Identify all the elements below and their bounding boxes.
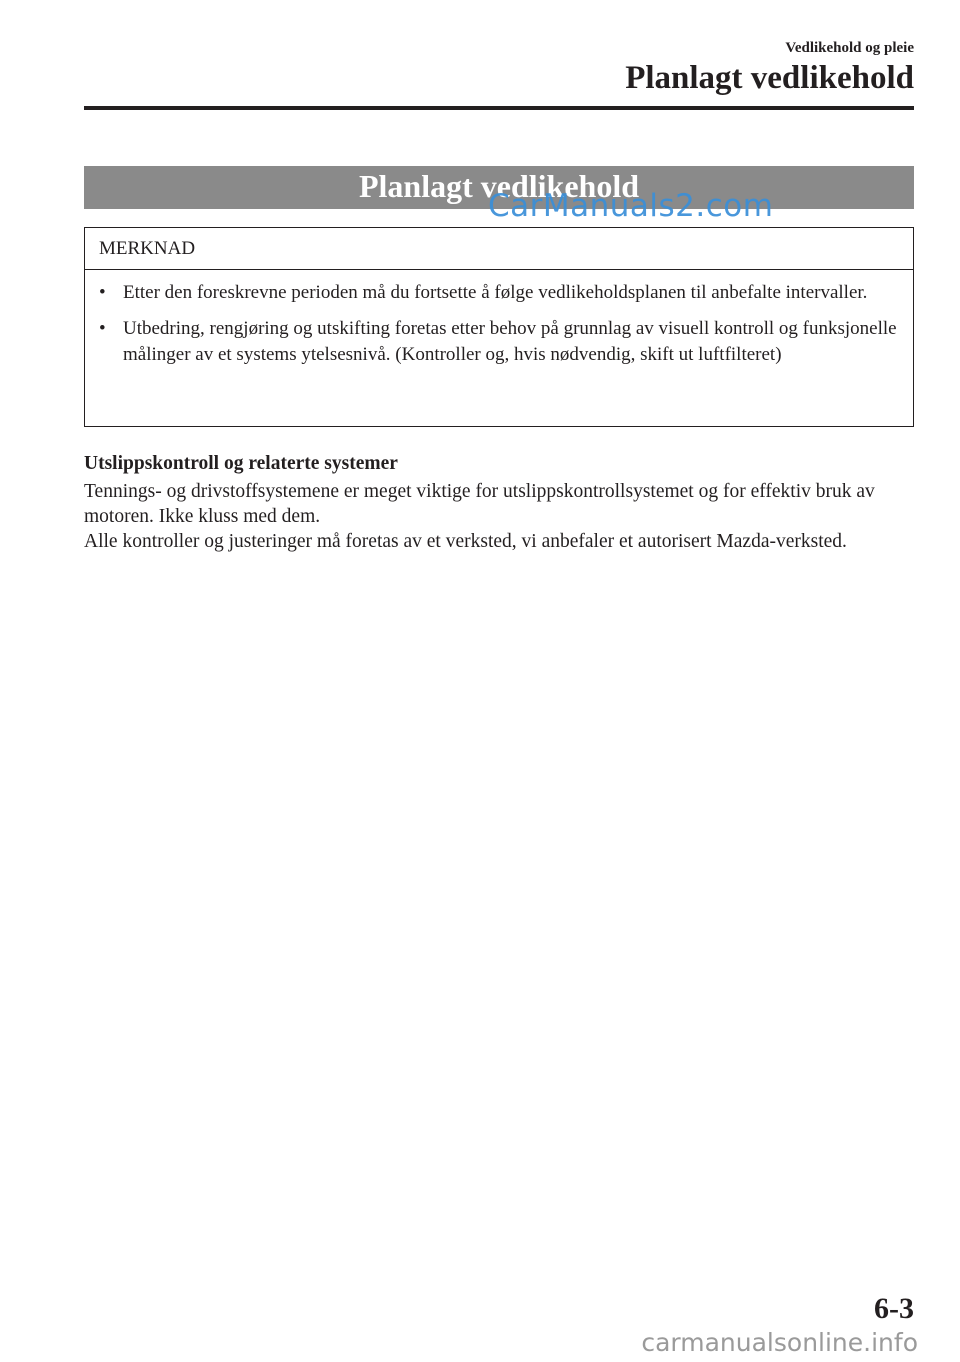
bullet-icon: •: [99, 282, 106, 303]
footer-watermark: carmanualsonline.info: [641, 1328, 918, 1357]
note-item-text: Utbedring, rengjøring og utskifting foretas etter behov på grunnlag av visuell kontroll og funksjonelle målinger av et systems ytelsesnivå. (Kontroller og, hvis nødvendig, skift ut luftfilteret): [123, 318, 897, 365]
page-number: 6-3: [874, 1292, 914, 1325]
section-body: [84, 479, 884, 554]
header-divider: [84, 106, 914, 110]
note-box: [84, 227, 914, 427]
note-item-text: Etter den foreskrevne perioden må du fortsette å følge vedlikeholdsplanen til anbefalte intervaller.: [123, 282, 868, 303]
body-paragraph: Alle kontroller og justeringer må foretas av et verksted, vi anbefaler et autorisert Mazda-verksted.: [84, 531, 847, 552]
running-header-section: Vedlikehold og pleie: [785, 40, 914, 56]
note-heading: MERKNAD: [85, 228, 913, 270]
note-item: [99, 316, 899, 368]
section-heading: Utslippskontroll og relaterte systemer: [84, 453, 398, 474]
section-banner: Planlagt vedlikehold: [84, 166, 914, 209]
note-item: [99, 280, 899, 306]
body-paragraph: Tennings- og drivstoffsystemene er meget viktige for utslippskontrollsystemet og for effektiv bruk av motoren. Ikke kluss med dem.: [84, 481, 875, 527]
watermark-text: CarManuals2.com: [488, 188, 774, 224]
note-list: [85, 270, 913, 368]
bullet-icon: •: [99, 318, 106, 339]
running-header-title: Planlagt vedlikehold: [625, 60, 914, 96]
